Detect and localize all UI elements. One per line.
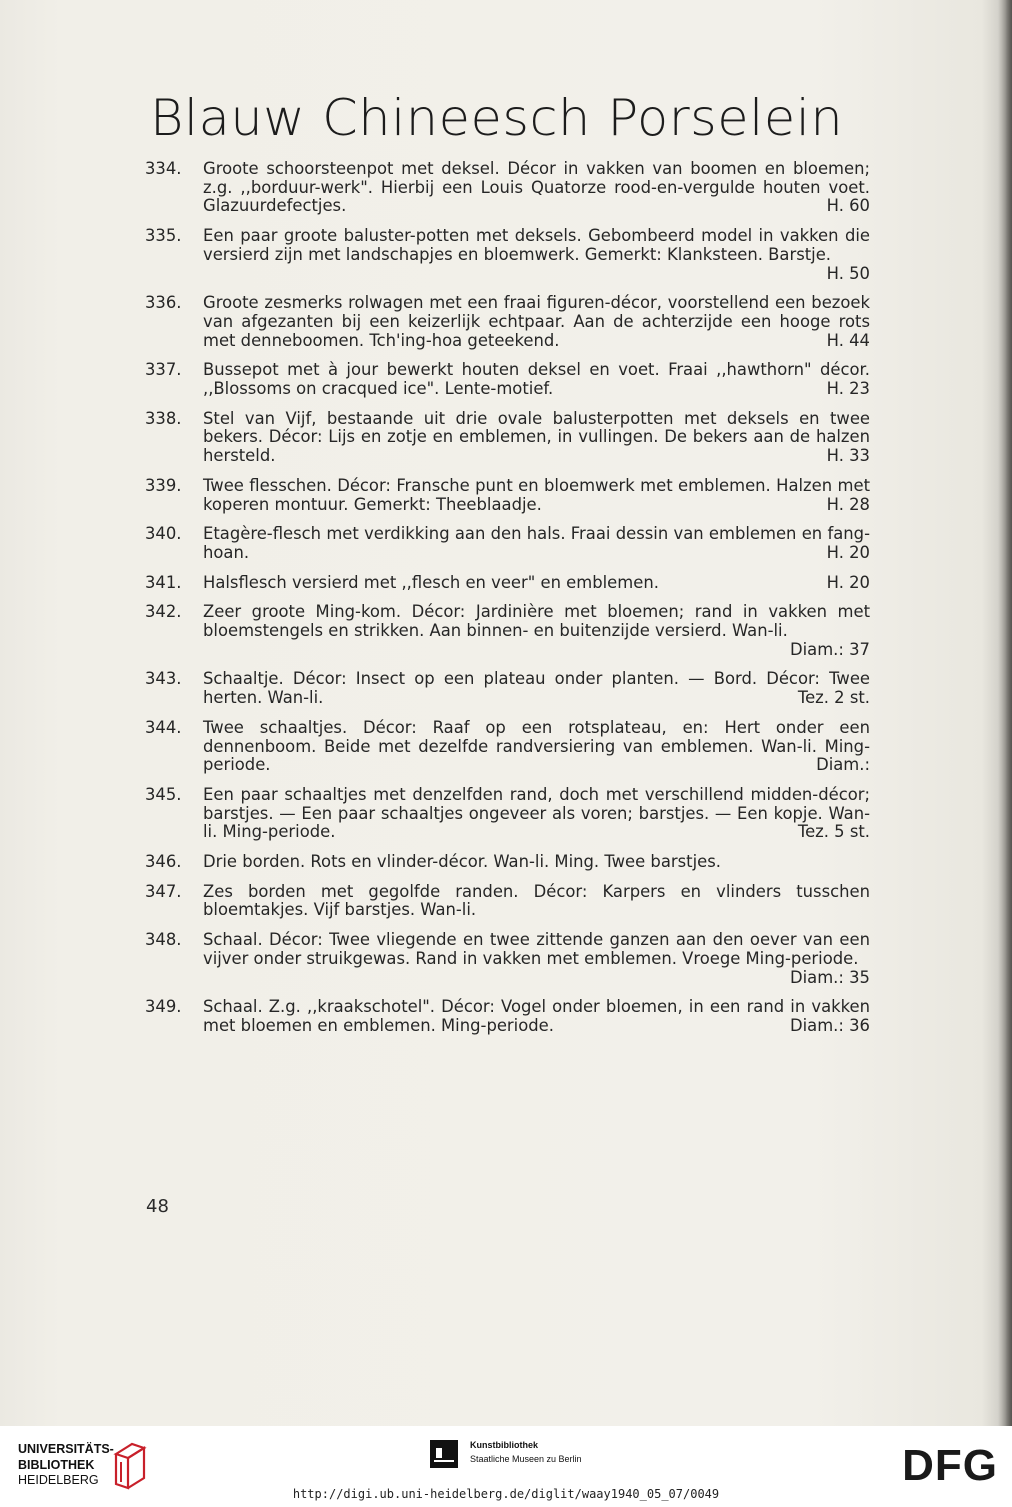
ub-emblem-icon	[112, 1440, 148, 1490]
catalogue-entry	[145, 998, 870, 1035]
entry-measurement: H. 23	[826, 379, 870, 399]
entry-measurement: H. 28	[826, 494, 870, 514]
library-line-3: HEIDELBERG	[18, 1473, 99, 1487]
kb-subtitle: Staatliche Museen zu Berlin	[470, 1454, 582, 1464]
entry-description: Stel van Vijf, bestaande uit drie ovale balusterpotten met deksels en twee bekers. Décor: Lijs en zotje en emblemen, in vullingen. De bekers aan de halzen hersteld.	[203, 408, 870, 466]
catalogue-entry	[145, 227, 870, 283]
entry-description: Halsflesch versierd met ,,flesch en veer" en emblemen.	[203, 572, 659, 592]
entry-number: 334.	[145, 159, 182, 178]
catalogue-entry	[145, 719, 870, 775]
entry-measurement: Diam.: 36	[790, 1015, 870, 1035]
entry-measurement: H. 60	[826, 196, 870, 216]
permalink-url[interactable]: http://digi.ub.uni-heidelberg.de/diglit/waay1940_05_07/0049	[292, 1487, 720, 1501]
entry-measurement: H. 20	[826, 542, 870, 562]
catalogue-entry	[145, 883, 870, 920]
entry-number: 348.	[145, 930, 182, 950]
entry-description: Twee flesschen. Décor: Fransche punt en bloemwerk met emblemen. Halzen met koperen montuur. Gemerkt: Theeblaadje.	[203, 475, 870, 514]
catalogue-entry	[145, 603, 870, 659]
catalogue-entry	[145, 853, 870, 872]
entry-description: Schaal. Z.g. ,,kraakschotel". Décor: Vogel onder bloemen, in een rand in vakken met bloemen en emblemen. Ming-periode.	[203, 997, 870, 1035]
library-name	[18, 1442, 114, 1489]
kunstbibliothek-logo[interactable]	[430, 1436, 600, 1476]
catalogue-entry	[145, 410, 870, 466]
catalogue-entry	[145, 931, 870, 987]
catalogue-entry	[145, 525, 870, 562]
page-number: 48	[146, 1196, 169, 1217]
entry-description: Groote zesmerks rolwagen met een fraai figuren-décor, voorstellend een bezoek van afgezanten bij een keizerlijk echtpaar. Aan de achterzijde een hooge rots met denneboomen. Tch'ing-hoa geteekend.	[203, 293, 870, 350]
entry-description: Een paar groote baluster-potten met deksels. Gebombeerd model in vakken die versierd zijn met landschapjes en bloemwerk. Gemerkt: Klanksteen. Barstje.	[203, 226, 870, 264]
entry-number: 335.	[145, 226, 182, 246]
entry-measurement: H. 20	[826, 572, 870, 592]
entry-measurement: Tez. 5 st.	[797, 822, 870, 842]
kb-name: Kunstbibliothek	[470, 1440, 538, 1450]
library-line-1: UNIVERSITÄTS-	[18, 1442, 114, 1456]
entry-number: 346.	[145, 852, 182, 872]
entry-number: 347.	[145, 881, 182, 901]
entry-description: Groote schoorsteenpot met deksel. Décor in vakken van boomen en bloemen; z.g. ,,borduur-werk". Hierbij een Louis Quatorze rood-en-vergulde houten voet. Glazuurdefectjes.	[203, 159, 870, 216]
entry-measurement: Diam.: 35	[790, 967, 870, 987]
entry-number: 338.	[145, 408, 182, 428]
kunstbibliothek-icon	[430, 1440, 458, 1468]
catalogue-entry	[145, 786, 870, 842]
entry-number: 336.	[145, 293, 182, 313]
entry-number: 340.	[145, 524, 182, 544]
entry-measurement: Diam.: 37	[790, 639, 870, 659]
entry-description: Bussepot met à jour bewerkt houten deksel en voet. Fraai ,,hawthorn" décor. ,,Blossoms on cracqued ice". Lente-motief.	[203, 360, 870, 399]
catalogue-entries	[145, 160, 870, 1047]
catalogue-entry	[145, 574, 870, 593]
entry-description: Schaaltje. Décor: Insect op een plateau onder planten. — Bord. Décor: Twee herten. Wan-li.	[203, 669, 870, 708]
entry-measurement: Diam.:	[816, 755, 870, 775]
university-library-logo[interactable]	[18, 1440, 148, 1492]
entry-measurement: H. 44	[826, 330, 870, 350]
catalogue-entry	[145, 160, 870, 216]
entry-description: Twee schaaltjes. Décor: Raaf op een rotsplateau, en: Hert onder een dennenboom. Beide met dezelfde randversiering van emblemen. Wan-li. Ming-periode.	[203, 717, 870, 775]
catalogue-entry	[145, 670, 870, 707]
entry-number: 342.	[145, 602, 182, 622]
entry-description: Een paar schaaltjes met denzelfden rand, doch met verschillend midden-décor; barstjes. — Een paar schaaltjes ongeveer als voren; barstjes. — Een kopje. Wan-li. Ming-periode.	[203, 784, 870, 842]
entry-measurement: H. 33	[826, 446, 870, 466]
entry-number: 345.	[145, 784, 182, 804]
page-title: Blauw Chineesch Porselein	[150, 89, 844, 147]
entry-description: Drie borden. Rots en vlinder-décor. Wan-li. Ming. Twee barstjes.	[203, 852, 721, 872]
entry-description: Etagère-flesch met verdikking aan den hals. Fraai dessin van emblemen en fang-hoan.	[203, 524, 870, 562]
library-line-2: BIBLIOTHEK	[18, 1457, 95, 1472]
dfg-logo[interactable]: DFG	[902, 1441, 998, 1490]
entry-number: 341.	[145, 572, 182, 592]
entry-description: Zeer groote Ming-kom. Décor: Jardinière met bloemen; rand in vakken met bloemstengels en strikken. Aan binnen- en buitenzijde versierd. Wan-li.	[203, 602, 870, 641]
catalogue-entry	[145, 477, 870, 514]
catalogue-entry	[145, 294, 870, 350]
entry-number: 343.	[145, 669, 182, 689]
entry-number: 339.	[145, 475, 182, 495]
entry-description: Zes borden met gegolfde randen. Décor: Karpers en vlinders tusschen bloemtakjes. Vijf barstjes. Wan-li.	[203, 881, 870, 920]
catalogue-entry	[145, 361, 870, 398]
entry-number: 349.	[145, 997, 182, 1017]
entry-measurement: Tez. 2 st.	[797, 688, 870, 708]
footer-bar	[0, 1426, 1012, 1507]
page-edge-shadow	[998, 0, 1012, 1426]
entry-measurement: H. 50	[826, 263, 870, 283]
entry-number: 344.	[145, 717, 182, 737]
entry-description: Schaal. Décor: Twee vliegende en twee zittende ganzen aan den oever van een vijver onder struikgewas. Rand in vakken met emblemen. Vroege Ming-periode.	[203, 930, 870, 968]
entry-number: 337.	[145, 360, 182, 380]
